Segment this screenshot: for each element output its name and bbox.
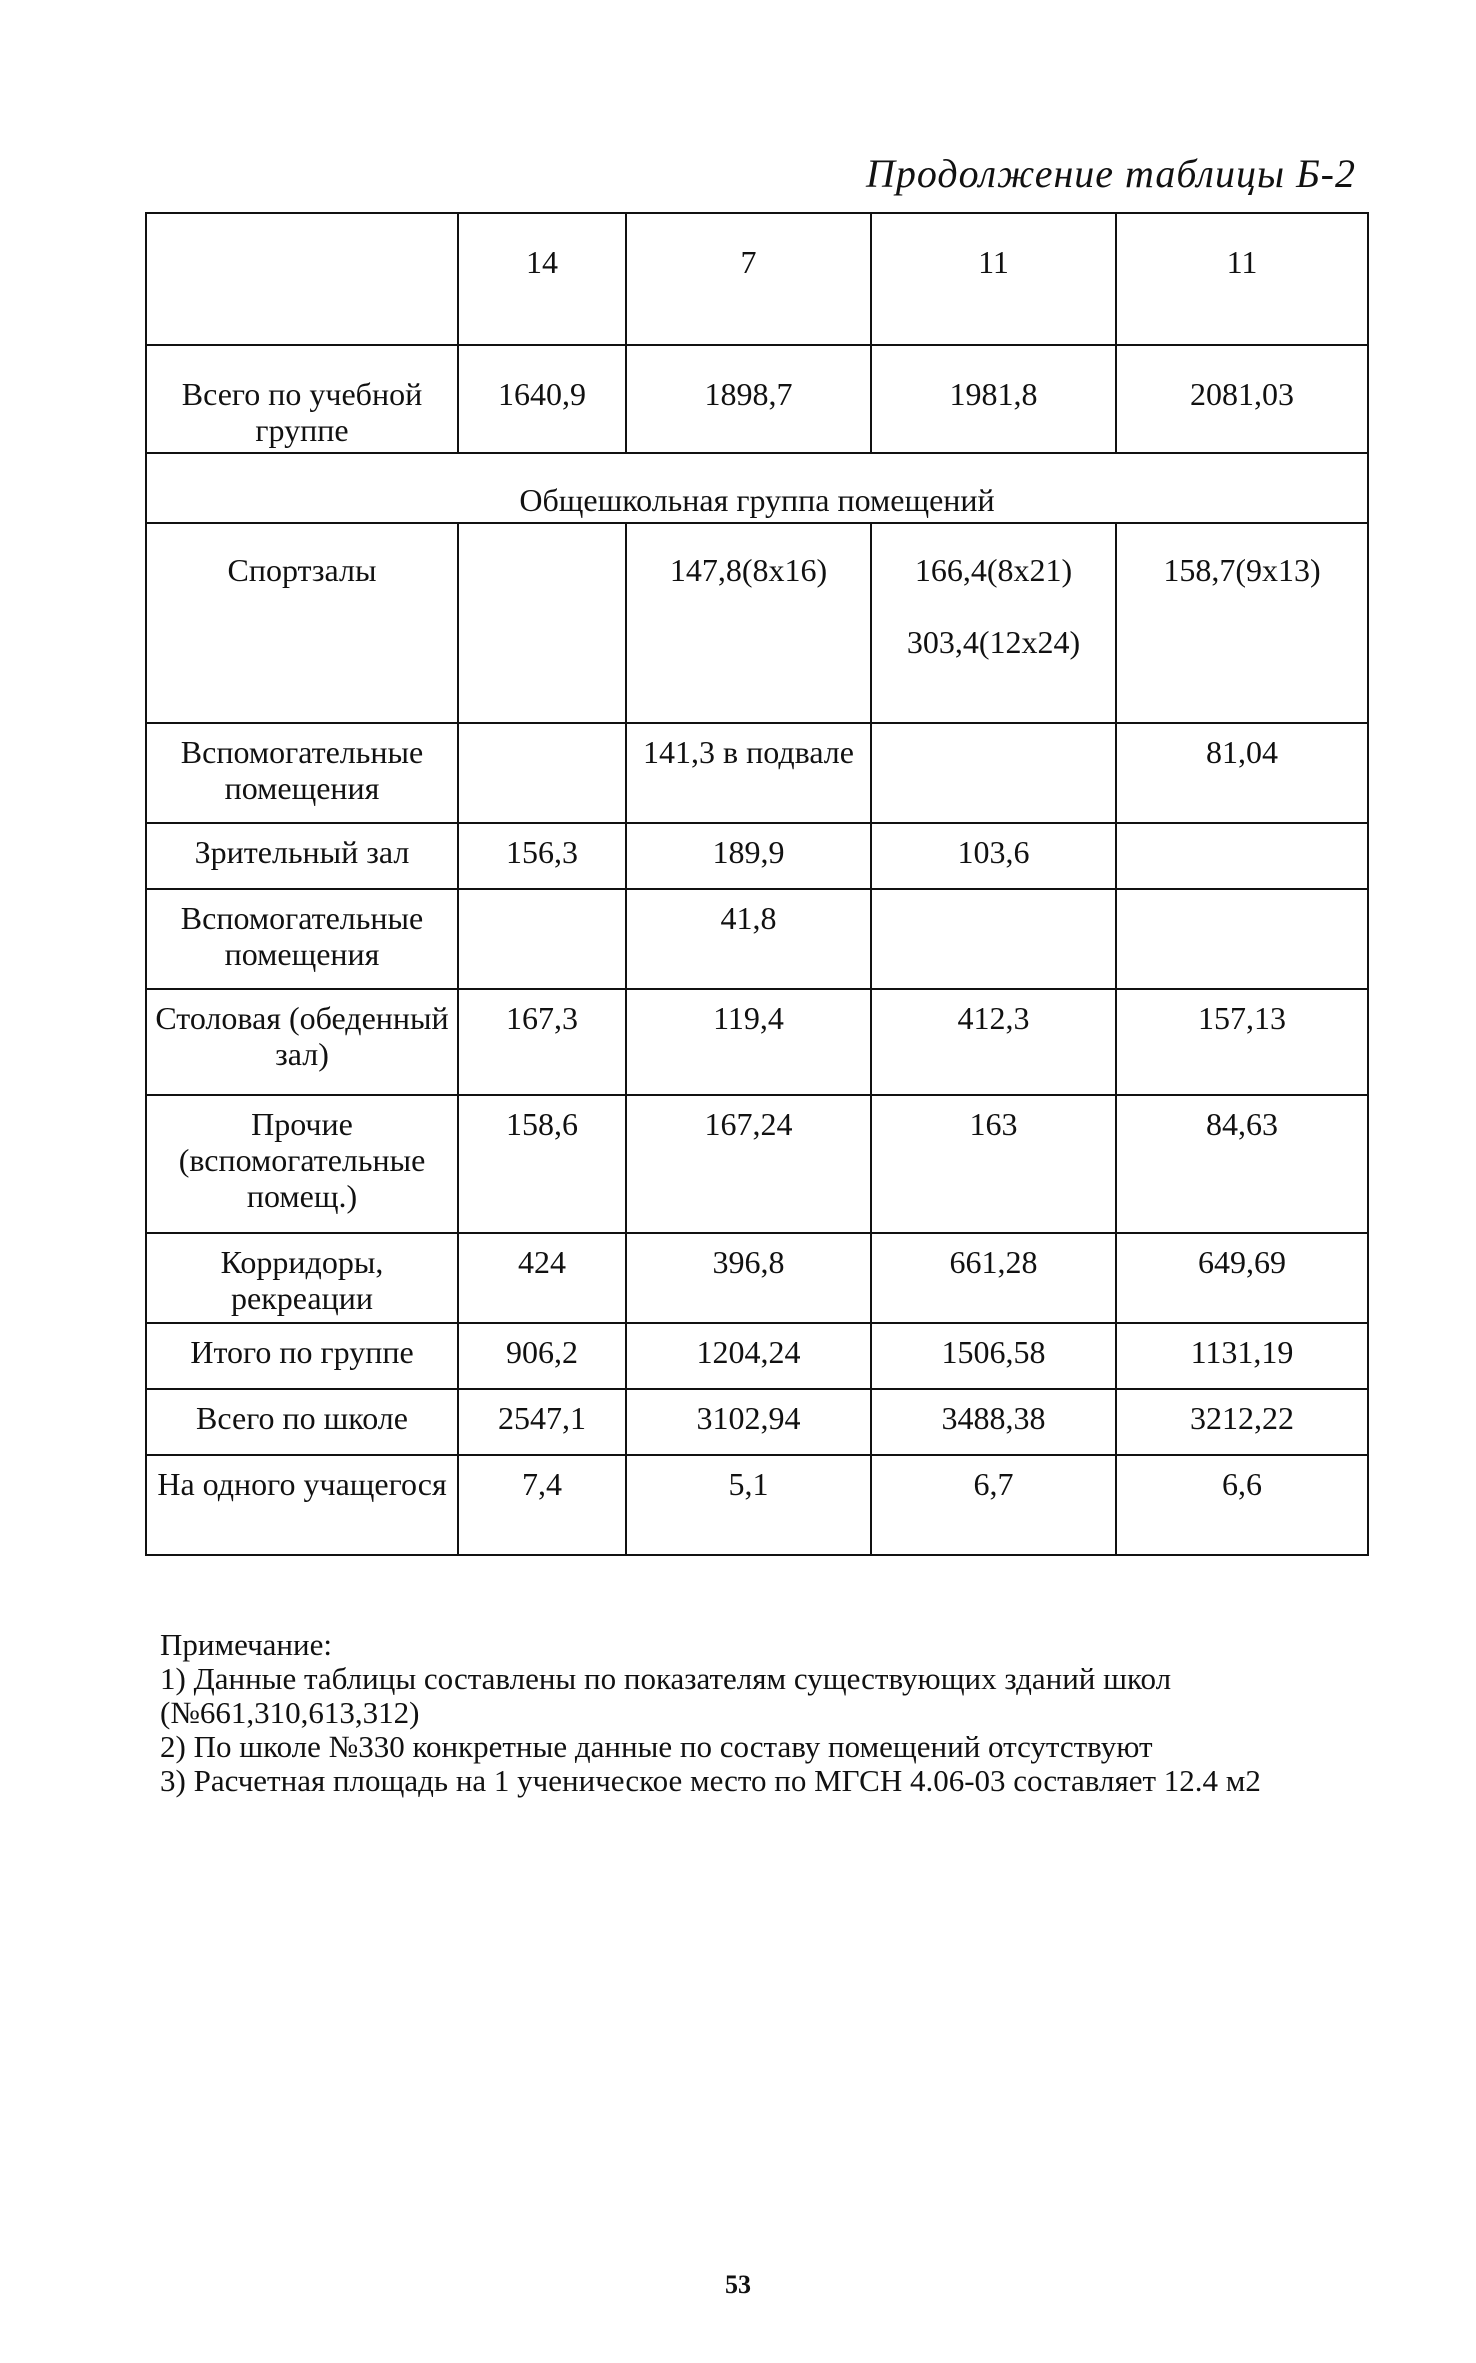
- table-row: [146, 1389, 1368, 1455]
- row-label: На одного учащегося: [146, 1455, 458, 1555]
- table-cell: 1640,9: [458, 345, 626, 453]
- table-cell: 158,7(9x13): [1116, 523, 1368, 723]
- header-cell: 7: [626, 213, 871, 345]
- row-label: Всего по учебной группе: [146, 345, 458, 453]
- table-cell: 649,69: [1116, 1233, 1368, 1323]
- row-label: Зрительный зал: [146, 823, 458, 889]
- page-number: 53: [725, 2270, 751, 2299]
- table-cell: 5,1: [626, 1455, 871, 1555]
- table-row: [146, 989, 1368, 1095]
- table-row: [146, 1455, 1368, 1555]
- table-cell: [458, 723, 626, 823]
- table-cell: 6,7: [871, 1455, 1116, 1555]
- section-title: Общешкольная группа помещений: [146, 453, 1368, 523]
- table-cell: 6,6: [1116, 1455, 1368, 1555]
- table-cell: 103,6: [871, 823, 1116, 889]
- header-cell: 11: [871, 213, 1116, 345]
- row-label: Итого по группе: [146, 1323, 458, 1389]
- notes-title: Примечание:: [160, 1627, 332, 1662]
- table-cell: 41,8: [626, 889, 871, 989]
- table-cell: 81,04: [1116, 723, 1368, 823]
- table-cell: [458, 889, 626, 989]
- table-cell: [458, 523, 626, 723]
- row-label: Корридоры, рекреации: [146, 1233, 458, 1323]
- table-cell: 158,6: [458, 1095, 626, 1233]
- table-cell: 3488,38: [871, 1389, 1116, 1455]
- table-cell: [1116, 889, 1368, 989]
- table-cell: [1116, 823, 1368, 889]
- table-row: [146, 523, 1368, 723]
- section-title-row: [146, 453, 1368, 523]
- table-cell: 396,8: [626, 1233, 871, 1323]
- table-cell: 3102,94: [626, 1389, 871, 1455]
- table-cell: 163: [871, 1095, 1116, 1233]
- note-item: 2) По школе №330 конкретные данные по составу помещений отсутствуют: [160, 1729, 1153, 1764]
- row-label: Вспомогательные помещения: [146, 889, 458, 989]
- row-label: Прочие (вспомогательные помещ.): [146, 1095, 458, 1233]
- table-cell: 1131,19: [1116, 1323, 1368, 1389]
- row-label: Столовая (обеденный зал): [146, 989, 458, 1095]
- row-label: Спортзалы: [146, 523, 458, 723]
- table-cell: 661,28: [871, 1233, 1116, 1323]
- table-cell: 412,3: [871, 989, 1116, 1095]
- table-cell: 141,3 в подвале: [626, 723, 871, 823]
- header-empty-cell: [146, 213, 458, 345]
- table-cell: 147,8(8x16): [626, 523, 871, 723]
- row-label: Всего по школе: [146, 1389, 458, 1455]
- header-row: [146, 213, 1368, 345]
- table-cell: 156,3: [458, 823, 626, 889]
- table-cell: 1898,7: [626, 345, 871, 453]
- table-cell: 1981,8: [871, 345, 1116, 453]
- table-cell: 2547,1: [458, 1389, 626, 1455]
- table-cell: 167,24: [626, 1095, 871, 1233]
- table-cell: 424: [458, 1233, 626, 1323]
- table-cell: 7,4: [458, 1455, 626, 1555]
- table-cell: [871, 889, 1116, 989]
- rooms-area-table: [145, 212, 1369, 1556]
- total-group-row: [146, 345, 1368, 453]
- table-cell: 166,4(8x21) 303,4(12x24): [871, 523, 1116, 723]
- row-label: Вспомогательные помещения: [146, 723, 458, 823]
- table-row: [146, 823, 1368, 889]
- table-cell: 119,4: [626, 989, 871, 1095]
- table-cell: 906,2: [458, 1323, 626, 1389]
- table-row: [146, 1095, 1368, 1233]
- header-cell: 11: [1116, 213, 1368, 345]
- note-item: 1) Данные таблицы составлены по показателям существующих зданий школ (№661,310,613,312): [160, 1661, 1172, 1730]
- table-cell: 84,63: [1116, 1095, 1368, 1233]
- header-cell: 14: [458, 213, 626, 345]
- table-row: [146, 1323, 1368, 1389]
- table-cell: 1506,58: [871, 1323, 1116, 1389]
- table-row: [146, 1233, 1368, 1323]
- table-caption: Продолжение таблицы Б-2: [865, 151, 1356, 196]
- table-cell: [871, 723, 1116, 823]
- table-row: [146, 723, 1368, 823]
- table-cell: 3212,22: [1116, 1389, 1368, 1455]
- note-item: 3) Расчетная площадь на 1 ученическое место по МГСН 4.06-03 составляет 12.4 м2: [160, 1763, 1261, 1798]
- table-cell: 167,3: [458, 989, 626, 1095]
- table-cell: 1204,24: [626, 1323, 871, 1389]
- table-cell: 189,9: [626, 823, 871, 889]
- notes: [160, 1628, 1320, 1798]
- table-row: [146, 889, 1368, 989]
- table-cell: 2081,03: [1116, 345, 1368, 453]
- table-cell: 157,13: [1116, 989, 1368, 1095]
